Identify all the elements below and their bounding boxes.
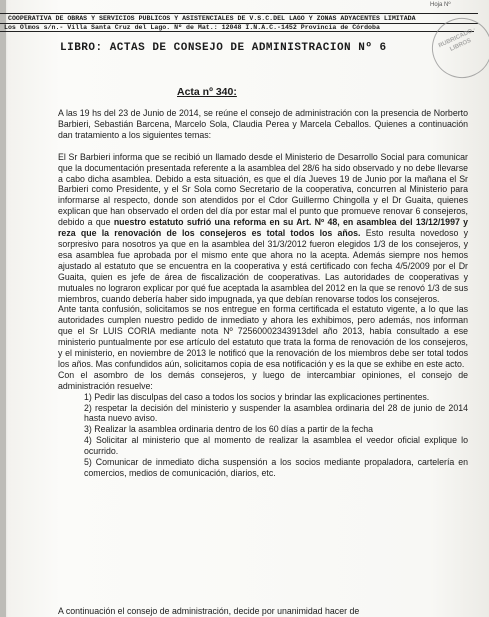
report-text-a: El Sr Barbieri informa que se recibió un llamado desde el Ministerio de Desarrollo Social para comunicar que la documentación presentada referente a la asamblea del 28/6 ha sido observado y no debe llevarse a cabo dicha asamblea. Debido a esta situación, es que el día Jueves 19 de Junio por la mañana el Sr Barbieri como Presidente, y el Sr Sola como Secretario de la cooperativa, concurren al Ministerio para informarse al respecto, donde son atendidos por el Cdor Guillermo Chingolla y el Dr Guaita, quienes explican que han observado el orden del día por estar mal el punto que promueve renovar 6 consejeros, debido a que — [58, 151, 468, 228]
cooperative-header: COOPERATIVA DE OBRAS Y SERVICIOS PUBLICOS Y ASISTENCIALES DE V.S.C.DEL LAGO Y ZONAS ADYACENTES LIMITADA — [0, 13, 478, 24]
page-number-label: Hoja Nº — [430, 2, 451, 8]
book-title: LIBRO: ACTAS DE CONSEJO DE ADMINISTRACION Nº 6 — [60, 42, 387, 54]
closing-line: A continuación el consejo de administración, decide por unanimidad hacer de — [58, 606, 360, 616]
resolution-item: 2) respetar la decisión del ministerio y suspender la asamblea ordinaria del 28 de junio de 2014 hasta nuevo aviso. — [84, 402, 468, 424]
report-paragraph — [58, 152, 468, 305]
resolution-item: 5) Comunicar de inmediato dicha suspensión a los socios mediante propaladora, cartelería en comercios, medios de comunicación, diarios, etc. — [84, 457, 468, 478]
resolution-list — [58, 392, 468, 479]
intro-paragraph: A las 19 hs del 23 de Junio de 2014, se reúne el consejo de administración con la presencia de Norberto Barbieri, Sebastián Barcena, Marcelo Sola, Claudia Perea y Marcela Ceballos. Quienes a continuación dan tratamiento a los siguientes temas: — [58, 108, 468, 140]
acta-body — [58, 108, 468, 479]
report-text-bold: nuestro estatuto sufrió una reforma en su Art. Nº 48, en asamblea del 13/12/1997 y reza que la renovación de los consejeros es total todos los años. — [58, 217, 469, 239]
confusion-paragraph: Ante tanta confusión, solicitamos se nos entregue en forma certificada el estatuto vigente, a lo que las autoridades cumplen nuestro pedido de inmediato y ahora les exhibimos, pero además, nos informan que el Sr LUIS CORIA mediante nota Nº 72560002343913del año 2013, había consultado a ese ministerio puntualmente por ese artículo del estatuto que trata la forma de renovación de los consejeros, y el ministerio, en noviembre de 2013 le notificó que la renovación de los miembros debe ser total todos los años. Mas confundidos aún, solicitamos copia de esa notificación y es la que se exhibe en este acto. — [58, 304, 468, 369]
resolution-item: 3) Realizar la asamblea ordinaria dentro de los 60 días a partir de la fecha — [84, 424, 373, 435]
address-header: Los Olmos s/n.- Villa Santa Cruz del Lago. Nº de Mat.: 12048 I.N.A.C.-1452 Provincia de Córdoba — [0, 24, 474, 32]
report-text-c: Esto resulta novedoso y sorpresivo para nosotros ya que en la asamblea del 31/3/2012 fueron elegidos 1/3 de los consejeros, y esa asamblea fue aprobada por el mismo ente que ahora no la acepta. Además siempre nos hemos ajustado al estatuto que se encuentra en la cooperativa y está certificado con fecha 4/5/2009 por el Dr Guaita, quien es jefe de área de fiscalización de cooperativas. Las autoridades de cooperativas y mutuales no lograron explicar por qué fue aceptada la asamblea del 2012 en la que se renovó 1/3 de sus miembros, cuando debería haber sido impugnada, ya que debían renovarse todos los consejeros. — [58, 228, 468, 304]
stamp-text: RUBRICADO · LIBROS — [437, 26, 477, 53]
resolution-item: 1) Pedir las disculpas del caso a todos los socios y brindar las explicaciones pertinentes. — [84, 391, 430, 402]
resolution-item: 4) Solicitar al ministerio que al momento de realizar la asamblea el veedor oficial explique lo ocurrido. — [84, 435, 468, 457]
scan-edge-shadow — [0, 0, 6, 617]
acta-title: Acta nº 340: — [177, 86, 237, 98]
resolution-intro: Con el asombro de los demás consejeros, y luego de intercambiar opiniones, el consejo de administración resuelve: — [58, 369, 468, 391]
